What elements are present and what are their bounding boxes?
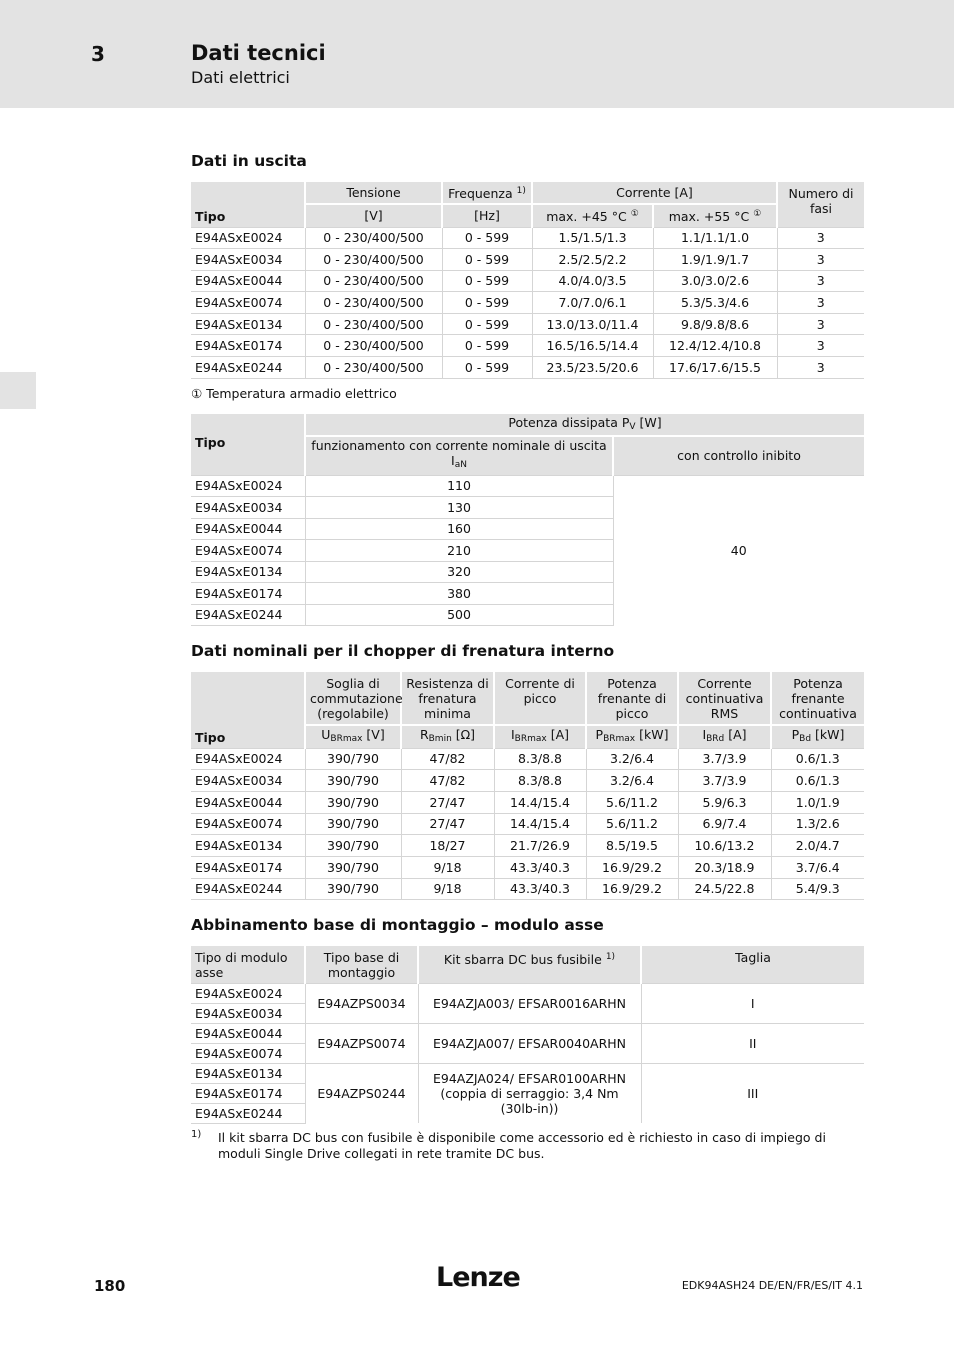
table-cell: 3 bbox=[777, 270, 864, 292]
table-cell: 18/27 bbox=[401, 835, 494, 857]
table-cell: 3.0/3.0/2.6 bbox=[653, 270, 777, 292]
table-cell: 0 - 599 bbox=[442, 357, 532, 379]
table-cell: 9/18 bbox=[401, 878, 494, 900]
table-cell: 0 - 599 bbox=[442, 292, 532, 314]
col-potenza-continuativa: Potenza frenante continuativa bbox=[771, 672, 864, 725]
table-cell: 16.9/29.2 bbox=[586, 856, 678, 878]
table-cell: 320 bbox=[305, 561, 613, 583]
table-cell: 2.0/4.7 bbox=[771, 835, 864, 857]
table-cell: E94ASxE0024 bbox=[191, 475, 305, 497]
table-row bbox=[191, 1063, 864, 1083]
table-cell: 8.3/8.8 bbox=[494, 770, 586, 792]
col-soglia-unit: $U_{BRmax}$ [V] bbox=[305, 725, 401, 748]
table-row bbox=[191, 357, 864, 379]
table-cell: 14.4/15.4 bbox=[494, 813, 586, 835]
table-cell: 4.0/4.0/3.5 bbox=[532, 270, 653, 292]
table-row bbox=[191, 813, 864, 835]
table-cell: 14.4/15.4 bbox=[494, 791, 586, 813]
table-cell: 390/790 bbox=[305, 791, 401, 813]
table-cell: E94ASxE0024 bbox=[191, 748, 305, 770]
chopper-table bbox=[191, 672, 864, 900]
table-cell: E94ASxE0074 bbox=[191, 540, 305, 562]
table-cell: 0 - 230/400/500 bbox=[305, 249, 442, 271]
col-corrente-picco: Corrente di picco bbox=[494, 672, 586, 725]
table-cell: E94ASxE0134 bbox=[191, 313, 305, 335]
table-cell: 390/790 bbox=[305, 878, 401, 900]
table-cell: 160 bbox=[305, 518, 613, 540]
table-cell: 3.2/6.4 bbox=[586, 748, 678, 770]
table-cell: E94ASxE0034 bbox=[191, 770, 305, 792]
table-cell: E94ASxE0074 bbox=[191, 292, 305, 314]
table-cell: 0 - 599 bbox=[442, 270, 532, 292]
table-cell: 5.6/11.2 bbox=[586, 791, 678, 813]
table-cell: 390/790 bbox=[305, 770, 401, 792]
col-corrente-rms-unit: $I_{BRd}$ [A] bbox=[678, 725, 771, 748]
table-cell: 0 - 599 bbox=[442, 227, 532, 249]
taglia-cell: II bbox=[641, 1023, 864, 1063]
table-cell: 3.2/6.4 bbox=[586, 770, 678, 792]
output-data-table bbox=[191, 182, 864, 379]
table-cell: E94ASxE0134 bbox=[191, 561, 305, 583]
table-cell: 27/47 bbox=[401, 813, 494, 835]
table-cell: 1.0/1.9 bbox=[771, 791, 864, 813]
page-title: Dati tecnici bbox=[191, 41, 326, 65]
taglia-cell: III bbox=[641, 1063, 864, 1123]
table-cell: E94ASxE0044 bbox=[191, 791, 305, 813]
table-cell: 110 bbox=[305, 475, 613, 497]
table-row bbox=[191, 227, 864, 249]
table-cell: 210 bbox=[305, 540, 613, 562]
col-soglia: Soglia di commutazione (regolabile) bbox=[305, 672, 401, 725]
inibito-value: 40 bbox=[613, 475, 864, 626]
table-row bbox=[191, 983, 864, 1003]
table-cell: 27/47 bbox=[401, 791, 494, 813]
table-cell: 5.4/9.3 bbox=[771, 878, 864, 900]
table-cell: 0 - 230/400/500 bbox=[305, 313, 442, 335]
col-corrente-55: max. +55 °C ① bbox=[653, 204, 777, 227]
table-row bbox=[191, 856, 864, 878]
table-cell: 5.9/6.3 bbox=[678, 791, 771, 813]
col-potenza-dissipata: Potenza dissipata $P_V$ [W] bbox=[305, 414, 864, 436]
table-cell: 2.5/2.5/2.2 bbox=[532, 249, 653, 271]
table-row bbox=[191, 292, 864, 314]
module-cell: E94ASxE0024 bbox=[191, 983, 305, 1003]
base-cell: E94AZPS0034 bbox=[305, 983, 418, 1023]
table-cell: 1.1/1.1/1.0 bbox=[653, 227, 777, 249]
footnote-text: Il kit sbarra DC bus con fusibile è disponibile come accessorio ed è richiesto in caso di impiego di moduli Single Drive collegati in rete tramite DC bus. bbox=[218, 1130, 826, 1161]
col-potenza-picco-unit: $P_{BRmax}$ [kW] bbox=[586, 725, 678, 748]
section-heading-mounting: Abbinamento base di montaggio – modulo asse bbox=[191, 916, 604, 934]
document-code: EDK94ASH24 DE/EN/FR/ES/IT 4.1 bbox=[681, 1279, 863, 1292]
table-cell: 1.3/2.6 bbox=[771, 813, 864, 835]
table-row bbox=[191, 791, 864, 813]
table-cell: 23.5/23.5/20.6 bbox=[532, 357, 653, 379]
table-cell: E94ASxE0134 bbox=[191, 835, 305, 857]
table-cell: 1.5/1.5/1.3 bbox=[532, 227, 653, 249]
col-corrente-picco-unit: $I_{BRmax}$ [A] bbox=[494, 725, 586, 748]
table-cell: 8.3/8.8 bbox=[494, 748, 586, 770]
table-cell: 3 bbox=[777, 335, 864, 357]
table-cell: 500 bbox=[305, 604, 613, 626]
table-note: ① Temperatura armadio elettrico bbox=[191, 386, 397, 401]
table-row bbox=[191, 1023, 864, 1043]
module-cell: E94ASxE0134 bbox=[191, 1063, 305, 1083]
table-cell: 0 - 230/400/500 bbox=[305, 227, 442, 249]
table-cell: 21.7/26.9 bbox=[494, 835, 586, 857]
module-cell: E94ASxE0174 bbox=[191, 1083, 305, 1103]
power-loss-table bbox=[191, 414, 864, 626]
table-cell: 1.9/1.9/1.7 bbox=[653, 249, 777, 271]
col-frequenza-unit: [Hz] bbox=[442, 204, 532, 227]
side-tab-marker bbox=[0, 372, 36, 409]
col-base: Tipo base di montaggio bbox=[305, 946, 418, 983]
table-cell: 43.3/40.3 bbox=[494, 856, 586, 878]
col-potenza-picco: Potenza frenante di picco bbox=[586, 672, 678, 725]
page-header bbox=[0, 0, 954, 108]
page-number: 180 bbox=[94, 1277, 126, 1295]
table-cell: 16.9/29.2 bbox=[586, 878, 678, 900]
table-cell: 0 - 230/400/500 bbox=[305, 270, 442, 292]
table-cell: 3 bbox=[777, 292, 864, 314]
table-cell: 5.6/11.2 bbox=[586, 813, 678, 835]
table-cell: 9.8/9.8/8.6 bbox=[653, 313, 777, 335]
module-cell: E94ASxE0034 bbox=[191, 1003, 305, 1023]
col-corrente-rms: Corrente continuativa RMS bbox=[678, 672, 771, 725]
table-row bbox=[191, 878, 864, 900]
table-cell: E94ASxE0044 bbox=[191, 270, 305, 292]
table-cell: 12.4/12.4/10.8 bbox=[653, 335, 777, 357]
table-cell: 3 bbox=[777, 227, 864, 249]
taglia-cell: I bbox=[641, 983, 864, 1023]
table-cell: E94ASxE0034 bbox=[191, 497, 305, 519]
col-tipo: Tipo bbox=[191, 414, 305, 475]
module-cell: E94ASxE0074 bbox=[191, 1043, 305, 1063]
base-cell: E94AZPS0244 bbox=[305, 1063, 418, 1123]
kit-cell: E94AZJA007/ EFSAR0040ARHN bbox=[418, 1023, 641, 1063]
table-cell: 0 - 599 bbox=[442, 249, 532, 271]
table-cell: 16.5/16.5/14.4 bbox=[532, 335, 653, 357]
table-row bbox=[191, 335, 864, 357]
table-row bbox=[191, 748, 864, 770]
table-cell: 5.3/5.3/4.6 bbox=[653, 292, 777, 314]
table-cell: 43.3/40.3 bbox=[494, 878, 586, 900]
col-resistenza-unit: $R_{Bmin}$ [Ω] bbox=[401, 725, 494, 748]
table-cell: 0 - 599 bbox=[442, 335, 532, 357]
table-cell: 390/790 bbox=[305, 748, 401, 770]
table-cell: E94ASxE0244 bbox=[191, 357, 305, 379]
col-tensione-unit: [V] bbox=[305, 204, 442, 227]
table-cell: 8.5/19.5 bbox=[586, 835, 678, 857]
col-tipo: Tipo bbox=[191, 182, 305, 227]
col-tipo-modulo: Tipo di modulo asse bbox=[191, 946, 305, 983]
col-kit: Kit sbarra DC bus fusibile $^{1)}$ bbox=[418, 946, 641, 983]
table-cell: 390/790 bbox=[305, 835, 401, 857]
table-cell: 3.7/3.9 bbox=[678, 770, 771, 792]
table-cell: 13.0/13.0/11.4 bbox=[532, 313, 653, 335]
table-cell: 0 - 230/400/500 bbox=[305, 357, 442, 379]
module-cell: E94ASxE0244 bbox=[191, 1103, 305, 1123]
chapter-number: 3 bbox=[91, 42, 105, 66]
table-row bbox=[191, 313, 864, 335]
col-potenza-continuativa-unit: $P_{Bd}$ [kW] bbox=[771, 725, 864, 748]
table-cell: 10.6/13.2 bbox=[678, 835, 771, 857]
table-cell: E94ASxE0244 bbox=[191, 878, 305, 900]
table-cell: 3 bbox=[777, 357, 864, 379]
table-cell: 7.0/7.0/6.1 bbox=[532, 292, 653, 314]
table-cell: E94ASxE0024 bbox=[191, 227, 305, 249]
table-row bbox=[191, 270, 864, 292]
table-cell: E94ASxE0074 bbox=[191, 813, 305, 835]
table-cell: 3 bbox=[777, 313, 864, 335]
table-cell: 47/82 bbox=[401, 770, 494, 792]
table-cell: E94ASxE0034 bbox=[191, 249, 305, 271]
kit-cell: E94AZJA024/ EFSAR0100ARHN (coppia di serraggio: 3,4 Nm (30lb-in)) bbox=[418, 1063, 641, 1123]
table-cell: E94ASxE0044 bbox=[191, 518, 305, 540]
table-cell: 3 bbox=[777, 249, 864, 271]
table-cell: 20.3/18.9 bbox=[678, 856, 771, 878]
col-inibito: con controllo inibito bbox=[613, 436, 864, 475]
table-cell: 0 - 230/400/500 bbox=[305, 335, 442, 357]
table-cell: E94ASxE0174 bbox=[191, 335, 305, 357]
footnote-mark: 1) bbox=[191, 1129, 202, 1140]
table-cell: E94ASxE0174 bbox=[191, 583, 305, 605]
table-cell: 47/82 bbox=[401, 748, 494, 770]
col-funzionamento: funzionamento con corrente nominale di uscita $I_{aN}$ bbox=[305, 436, 613, 475]
col-fasi: Numero di fasi bbox=[777, 182, 864, 227]
table-cell: 0.6/1.3 bbox=[771, 748, 864, 770]
col-frequenza: Frequenza $^{1)}$ bbox=[442, 182, 532, 204]
table-row bbox=[191, 835, 864, 857]
base-cell: E94AZPS0074 bbox=[305, 1023, 418, 1063]
col-tensione: Tensione bbox=[305, 182, 442, 204]
brand-logo: Lenze bbox=[436, 1262, 520, 1293]
table-cell: 6.9/7.4 bbox=[678, 813, 771, 835]
col-corrente: Corrente [A] bbox=[532, 182, 777, 204]
col-taglia: Taglia bbox=[641, 946, 864, 983]
section-heading-output: Dati in uscita bbox=[191, 152, 307, 170]
table-cell: 0.6/1.3 bbox=[771, 770, 864, 792]
table-cell: 0 - 230/400/500 bbox=[305, 292, 442, 314]
table-cell: 130 bbox=[305, 497, 613, 519]
table-cell: 3.7/3.9 bbox=[678, 748, 771, 770]
table-row bbox=[191, 475, 864, 497]
table-cell: E94ASxE0244 bbox=[191, 604, 305, 626]
table-cell: E94ASxE0174 bbox=[191, 856, 305, 878]
table-row bbox=[191, 249, 864, 271]
table-cell: 24.5/22.8 bbox=[678, 878, 771, 900]
module-cell: E94ASxE0044 bbox=[191, 1023, 305, 1043]
table-cell: 390/790 bbox=[305, 856, 401, 878]
table-cell: 9/18 bbox=[401, 856, 494, 878]
table-cell: 380 bbox=[305, 583, 613, 605]
table-cell: 3.7/6.4 bbox=[771, 856, 864, 878]
mounting-table bbox=[191, 946, 864, 1124]
col-tipo: Tipo bbox=[191, 672, 305, 748]
table-cell: 0 - 599 bbox=[442, 313, 532, 335]
table-cell: 17.6/17.6/15.5 bbox=[653, 357, 777, 379]
table-cell: 390/790 bbox=[305, 813, 401, 835]
col-resistenza: Resistenza di frenatura minima bbox=[401, 672, 494, 725]
kit-cell: E94AZJA003/ EFSAR0016ARHN bbox=[418, 983, 641, 1023]
col-corrente-45: max. +45 °C ① bbox=[532, 204, 653, 227]
table-row bbox=[191, 770, 864, 792]
page-subtitle: Dati elettrici bbox=[191, 68, 290, 87]
section-heading-chopper: Dati nominali per il chopper di frenatura interno bbox=[191, 642, 615, 660]
